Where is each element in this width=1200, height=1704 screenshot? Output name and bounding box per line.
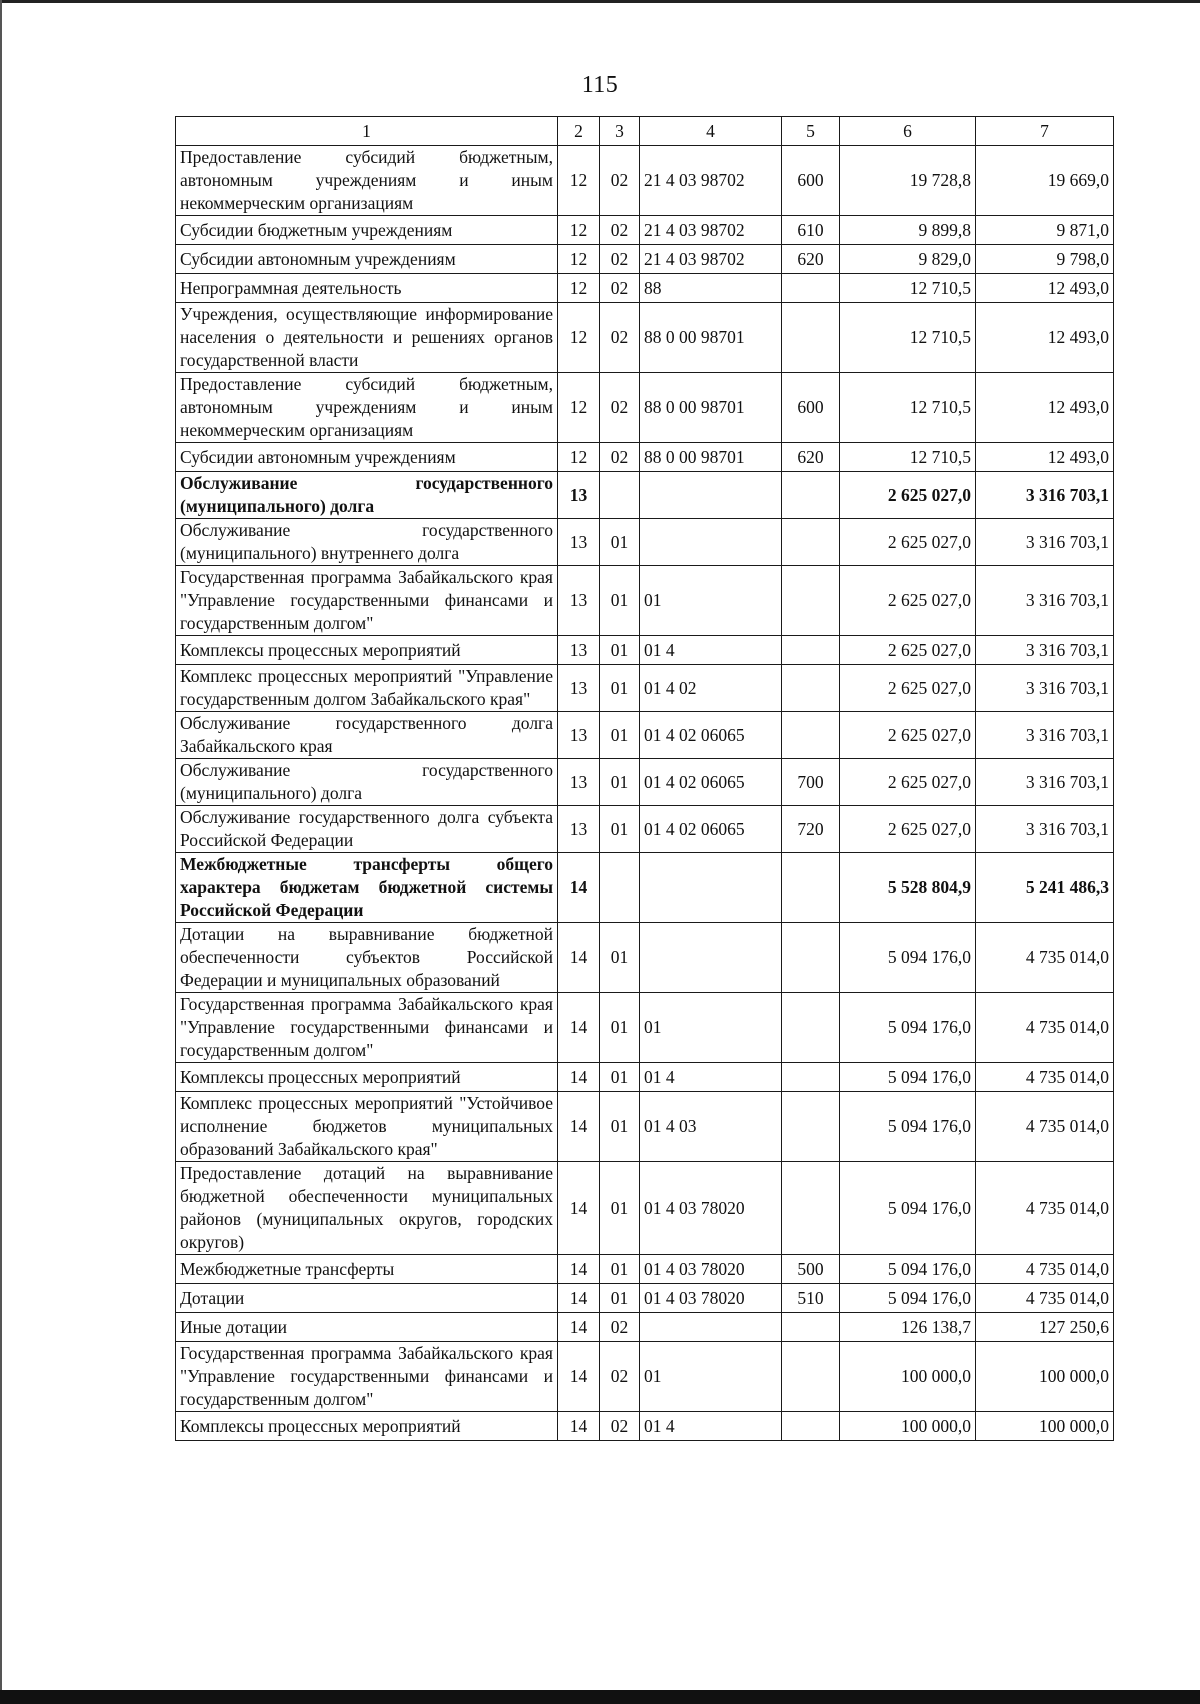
row-amount-2-cell: 4 735 014,0 — [976, 1063, 1114, 1092]
table-row — [176, 759, 1114, 806]
row-amount-2-cell: 3 316 703,1 — [976, 566, 1114, 636]
row-expense-type-cell: 620 — [782, 443, 840, 472]
row-target-article-cell: 21 4 03 98702 — [640, 245, 782, 274]
row-expense-type-cell — [782, 853, 840, 923]
row-amount-1-cell: 100 000,0 — [840, 1412, 976, 1441]
header-row — [176, 117, 1114, 146]
row-amount-2-cell: 12 493,0 — [976, 373, 1114, 443]
row-target-article-cell: 88 0 00 98701 — [640, 373, 782, 443]
row-expense-type-cell: 610 — [782, 216, 840, 245]
row-target-article-cell: 01 4 02 06065 — [640, 806, 782, 853]
row-amount-2-cell: 100 000,0 — [976, 1412, 1114, 1441]
row-target-article-cell: 01 4 03 78020 — [640, 1284, 782, 1313]
row-name-cell: Государственная программа Забайкальского края "Управление государственными финансами и государственным долгом" — [176, 566, 558, 636]
row-subsection-cell: 01 — [600, 1284, 640, 1313]
row-name-cell: Государственная программа Забайкальского края "Управление государственными финансами и государственным долгом" — [176, 993, 558, 1063]
table-row — [176, 853, 1114, 923]
row-section-cell: 12 — [558, 443, 600, 472]
row-target-article-cell: 01 4 02 06065 — [640, 759, 782, 806]
row-section-cell: 14 — [558, 1255, 600, 1284]
row-subsection-cell: 01 — [600, 566, 640, 636]
row-target-article-cell: 01 4 — [640, 1063, 782, 1092]
row-target-article-cell: 01 4 03 78020 — [640, 1255, 782, 1284]
row-subsection-cell: 01 — [600, 806, 640, 853]
row-section-cell: 13 — [558, 636, 600, 665]
row-amount-2-cell: 12 493,0 — [976, 274, 1114, 303]
row-amount-1-cell: 5 094 176,0 — [840, 1092, 976, 1162]
row-name-cell: Комплексы процессных мероприятий — [176, 1063, 558, 1092]
row-expense-type-cell — [782, 1342, 840, 1412]
row-name-cell: Предоставление дотаций на выравнивание бюджетной обеспеченности муниципальных районов (муниципальных округов, городских округов) — [176, 1162, 558, 1255]
row-amount-1-cell: 2 625 027,0 — [840, 712, 976, 759]
row-amount-2-cell: 19 669,0 — [976, 146, 1114, 216]
row-amount-2-cell: 12 493,0 — [976, 443, 1114, 472]
row-target-article-cell — [640, 472, 782, 519]
row-target-article-cell: 01 4 — [640, 1412, 782, 1441]
row-amount-1-cell: 2 625 027,0 — [840, 566, 976, 636]
row-expense-type-cell — [782, 472, 840, 519]
row-expense-type-cell: 600 — [782, 146, 840, 216]
table-row — [176, 216, 1114, 245]
row-section-cell: 14 — [558, 1092, 600, 1162]
row-name-cell: Межбюджетные трансферты — [176, 1255, 558, 1284]
row-expense-type-cell — [782, 519, 840, 566]
row-subsection-cell: 02 — [600, 443, 640, 472]
row-name-cell: Комплексы процессных мероприятий — [176, 1412, 558, 1441]
row-amount-1-cell: 9 899,8 — [840, 216, 976, 245]
row-target-article-cell: 01 4 02 06065 — [640, 712, 782, 759]
row-amount-1-cell: 12 710,5 — [840, 373, 976, 443]
row-name-cell: Дотации — [176, 1284, 558, 1313]
row-name-cell: Дотации на выравнивание бюджетной обеспеченности субъектов Российской Федерации и муниципальных образований — [176, 923, 558, 993]
row-amount-2-cell: 4 735 014,0 — [976, 923, 1114, 993]
row-expense-type-cell — [782, 923, 840, 993]
row-section-cell: 12 — [558, 373, 600, 443]
row-section-cell: 13 — [558, 566, 600, 636]
row-expense-type-cell — [782, 566, 840, 636]
scan-border-bottom — [0, 1690, 1200, 1704]
row-amount-1-cell: 5 094 176,0 — [840, 1162, 976, 1255]
row-amount-2-cell: 4 735 014,0 — [976, 993, 1114, 1063]
header-cell-amount-1: 6 — [840, 117, 976, 146]
row-target-article-cell: 21 4 03 98702 — [640, 216, 782, 245]
table-row — [176, 146, 1114, 216]
row-name-cell: Предоставление субсидий бюджетным, автономным учреждениям и иным некоммерческим организациям — [176, 146, 558, 216]
row-expense-type-cell: 700 — [782, 759, 840, 806]
row-amount-1-cell: 19 728,8 — [840, 146, 976, 216]
row-section-cell: 14 — [558, 993, 600, 1063]
row-target-article-cell: 01 4 02 — [640, 665, 782, 712]
row-amount-1-cell: 2 625 027,0 — [840, 472, 976, 519]
row-name-cell: Обслуживание государственного долга субъекта Российской Федерации — [176, 806, 558, 853]
row-amount-1-cell: 2 625 027,0 — [840, 665, 976, 712]
table-row — [176, 806, 1114, 853]
row-amount-1-cell: 5 094 176,0 — [840, 1284, 976, 1313]
row-amount-1-cell: 126 138,7 — [840, 1313, 976, 1342]
table-row — [176, 443, 1114, 472]
table-body — [176, 117, 1114, 1441]
row-expense-type-cell — [782, 993, 840, 1063]
row-target-article-cell: 01 4 03 — [640, 1092, 782, 1162]
row-subsection-cell: 01 — [600, 1063, 640, 1092]
row-target-article-cell: 01 — [640, 566, 782, 636]
row-expense-type-cell: 600 — [782, 373, 840, 443]
table-row — [176, 1162, 1114, 1255]
table-row — [176, 712, 1114, 759]
table-row — [176, 472, 1114, 519]
table-row — [176, 1063, 1114, 1092]
table-row — [176, 1412, 1114, 1441]
row-section-cell: 13 — [558, 806, 600, 853]
row-target-article-cell: 01 — [640, 1342, 782, 1412]
row-section-cell: 12 — [558, 245, 600, 274]
row-section-cell: 12 — [558, 146, 600, 216]
table-row — [176, 1342, 1114, 1412]
row-amount-2-cell: 127 250,6 — [976, 1313, 1114, 1342]
row-amount-2-cell: 4 735 014,0 — [976, 1284, 1114, 1313]
row-section-cell: 14 — [558, 923, 600, 993]
scan-border-left — [0, 0, 2, 1704]
header-cell-amount-2: 7 — [976, 117, 1114, 146]
row-section-cell: 13 — [558, 519, 600, 566]
table-row — [176, 373, 1114, 443]
row-target-article-cell: 01 4 — [640, 636, 782, 665]
row-expense-type-cell: 510 — [782, 1284, 840, 1313]
row-name-cell: Субсидии автономным учреждениям — [176, 443, 558, 472]
row-amount-2-cell: 3 316 703,1 — [976, 472, 1114, 519]
row-expense-type-cell — [782, 274, 840, 303]
row-amount-2-cell: 3 316 703,1 — [976, 759, 1114, 806]
row-name-cell: Обслуживание государственного (муниципального) внутреннего долга — [176, 519, 558, 566]
budget-table — [175, 116, 1114, 1441]
row-amount-2-cell: 3 316 703,1 — [976, 636, 1114, 665]
row-amount-1-cell: 5 094 176,0 — [840, 1063, 976, 1092]
row-amount-1-cell: 9 829,0 — [840, 245, 976, 274]
row-subsection-cell: 01 — [600, 1255, 640, 1284]
table-row — [176, 636, 1114, 665]
row-expense-type-cell — [782, 1313, 840, 1342]
header-cell-name: 1 — [176, 117, 558, 146]
row-amount-2-cell: 12 493,0 — [976, 303, 1114, 373]
row-amount-2-cell: 3 316 703,1 — [976, 519, 1114, 566]
row-expense-type-cell: 620 — [782, 245, 840, 274]
table-row — [176, 519, 1114, 566]
row-expense-type-cell — [782, 1412, 840, 1441]
row-amount-1-cell: 5 094 176,0 — [840, 1255, 976, 1284]
row-expense-type-cell — [782, 636, 840, 665]
row-amount-1-cell: 2 625 027,0 — [840, 519, 976, 566]
row-section-cell: 14 — [558, 1412, 600, 1441]
table-row — [176, 274, 1114, 303]
row-section-cell: 13 — [558, 712, 600, 759]
row-subsection-cell: 02 — [600, 216, 640, 245]
row-amount-2-cell: 4 735 014,0 — [976, 1162, 1114, 1255]
row-subsection-cell: 01 — [600, 923, 640, 993]
row-amount-1-cell: 5 094 176,0 — [840, 993, 976, 1063]
row-section-cell: 14 — [558, 1063, 600, 1092]
row-subsection-cell: 01 — [600, 519, 640, 566]
table-row — [176, 923, 1114, 993]
row-amount-1-cell: 5 094 176,0 — [840, 923, 976, 993]
row-amount-1-cell: 12 710,5 — [840, 303, 976, 373]
row-section-cell: 12 — [558, 303, 600, 373]
row-expense-type-cell — [782, 712, 840, 759]
row-name-cell: Непрограммная деятельность — [176, 274, 558, 303]
row-target-article-cell: 88 0 00 98701 — [640, 443, 782, 472]
row-section-cell: 13 — [558, 472, 600, 519]
row-amount-1-cell: 2 625 027,0 — [840, 636, 976, 665]
row-expense-type-cell — [782, 1092, 840, 1162]
row-name-cell: Межбюджетные трансферты общего характера бюджетам бюджетной системы Российской Федерации — [176, 853, 558, 923]
row-amount-2-cell: 4 735 014,0 — [976, 1092, 1114, 1162]
table-row — [176, 245, 1114, 274]
row-name-cell: Обслуживание государственного (муниципального) долга — [176, 472, 558, 519]
row-name-cell: Иные дотации — [176, 1313, 558, 1342]
row-target-article-cell: 88 0 00 98701 — [640, 303, 782, 373]
table-row — [176, 1313, 1114, 1342]
row-amount-1-cell: 100 000,0 — [840, 1342, 976, 1412]
row-section-cell: 14 — [558, 1162, 600, 1255]
row-subsection-cell: 02 — [600, 373, 640, 443]
header-cell-subsection: 3 — [600, 117, 640, 146]
table-row — [176, 566, 1114, 636]
row-subsection-cell: 02 — [600, 146, 640, 216]
row-section-cell: 12 — [558, 274, 600, 303]
row-subsection-cell: 01 — [600, 636, 640, 665]
row-amount-1-cell: 5 528 804,9 — [840, 853, 976, 923]
row-subsection-cell: 02 — [600, 245, 640, 274]
row-amount-2-cell: 3 316 703,1 — [976, 665, 1114, 712]
row-amount-2-cell: 5 241 486,3 — [976, 853, 1114, 923]
row-target-article-cell — [640, 519, 782, 566]
row-subsection-cell: 01 — [600, 665, 640, 712]
row-subsection-cell: 01 — [600, 759, 640, 806]
row-subsection-cell: 02 — [600, 1412, 640, 1441]
header-cell-expense-type: 5 — [782, 117, 840, 146]
row-section-cell: 14 — [558, 853, 600, 923]
row-name-cell: Предоставление субсидий бюджетным, автономным учреждениям и иным некоммерческим организациям — [176, 373, 558, 443]
row-target-article-cell: 21 4 03 98702 — [640, 146, 782, 216]
page-number: 115 — [581, 72, 619, 98]
row-subsection-cell — [600, 853, 640, 923]
row-name-cell: Комплексы процессных мероприятий — [176, 636, 558, 665]
row-amount-2-cell: 3 316 703,1 — [976, 712, 1114, 759]
row-subsection-cell: 02 — [600, 303, 640, 373]
row-expense-type-cell — [782, 1162, 840, 1255]
row-section-cell: 14 — [558, 1313, 600, 1342]
row-name-cell: Субсидии автономным учреждениям — [176, 245, 558, 274]
row-amount-2-cell: 3 316 703,1 — [976, 806, 1114, 853]
table-row — [176, 1092, 1114, 1162]
row-name-cell: Комплекс процессных мероприятий "Устойчивое исполнение бюджетов муниципальных образований Забайкальского края" — [176, 1092, 558, 1162]
row-expense-type-cell — [782, 303, 840, 373]
table-row — [176, 993, 1114, 1063]
row-amount-2-cell: 9 798,0 — [976, 245, 1114, 274]
row-subsection-cell — [600, 472, 640, 519]
row-subsection-cell: 02 — [600, 274, 640, 303]
row-section-cell: 12 — [558, 216, 600, 245]
row-expense-type-cell — [782, 1063, 840, 1092]
row-subsection-cell: 01 — [600, 1162, 640, 1255]
table-row — [176, 1255, 1114, 1284]
row-section-cell: 13 — [558, 759, 600, 806]
row-target-article-cell: 01 — [640, 993, 782, 1063]
row-name-cell: Обслуживание государственного (муниципального) долга — [176, 759, 558, 806]
row-name-cell: Государственная программа Забайкальского края "Управление государственными финансами и государственным долгом" — [176, 1342, 558, 1412]
row-name-cell: Комплекс процессных мероприятий "Управление государственным долгом Забайкальского края" — [176, 665, 558, 712]
row-amount-1-cell: 2 625 027,0 — [840, 806, 976, 853]
row-target-article-cell — [640, 923, 782, 993]
row-amount-1-cell: 12 710,5 — [840, 274, 976, 303]
row-expense-type-cell: 720 — [782, 806, 840, 853]
row-target-article-cell: 01 4 03 78020 — [640, 1162, 782, 1255]
row-name-cell: Обслуживание государственного долга Забайкальского края — [176, 712, 558, 759]
row-expense-type-cell: 500 — [782, 1255, 840, 1284]
row-amount-1-cell: 12 710,5 — [840, 443, 976, 472]
row-expense-type-cell — [782, 665, 840, 712]
scan-border-top — [0, 0, 1200, 3]
row-subsection-cell: 01 — [600, 712, 640, 759]
row-amount-1-cell: 2 625 027,0 — [840, 759, 976, 806]
row-subsection-cell: 01 — [600, 993, 640, 1063]
row-section-cell: 14 — [558, 1284, 600, 1313]
row-target-article-cell: 88 — [640, 274, 782, 303]
table-row — [176, 303, 1114, 373]
row-target-article-cell — [640, 853, 782, 923]
row-amount-2-cell: 9 871,0 — [976, 216, 1114, 245]
header-cell-section: 2 — [558, 117, 600, 146]
row-subsection-cell: 02 — [600, 1342, 640, 1412]
table-row — [176, 1284, 1114, 1313]
row-section-cell: 14 — [558, 1342, 600, 1412]
row-target-article-cell — [640, 1313, 782, 1342]
header-cell-target-article: 4 — [640, 117, 782, 146]
row-amount-2-cell: 100 000,0 — [976, 1342, 1114, 1412]
row-amount-2-cell: 4 735 014,0 — [976, 1255, 1114, 1284]
row-name-cell: Учреждения, осуществляющие информирование населения о деятельности и решениях органов государственной власти — [176, 303, 558, 373]
row-subsection-cell: 02 — [600, 1313, 640, 1342]
row-section-cell: 13 — [558, 665, 600, 712]
table-row — [176, 665, 1114, 712]
row-name-cell: Субсидии бюджетным учреждениям — [176, 216, 558, 245]
row-subsection-cell: 01 — [600, 1092, 640, 1162]
